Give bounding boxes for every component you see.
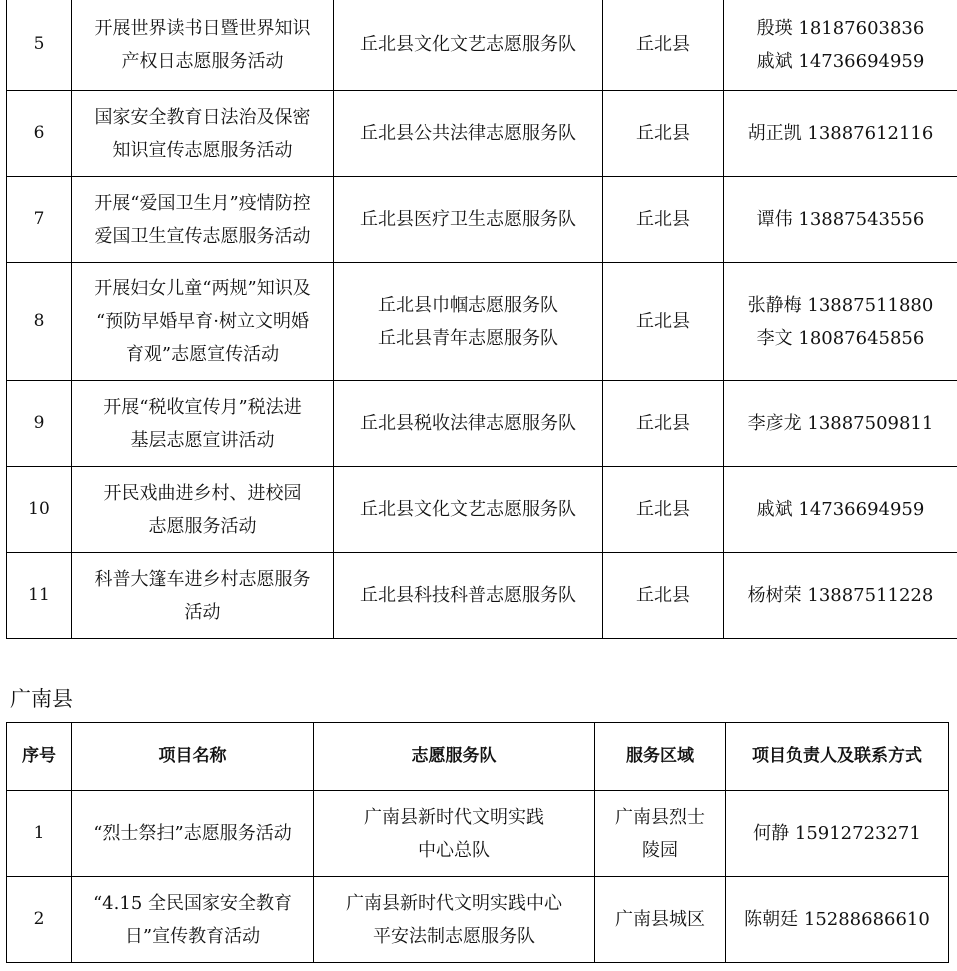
table-row xyxy=(7,381,957,467)
row-number: 9 xyxy=(7,381,72,467)
volunteer-team-line: 丘北县文化文艺志愿服务队 xyxy=(360,34,576,55)
row-number: 11 xyxy=(7,553,72,639)
volunteer-team xyxy=(334,467,603,553)
service-area: 丘北县 xyxy=(603,263,724,381)
contact-person xyxy=(724,91,957,177)
service-area-line: 广南县城区 xyxy=(615,909,705,930)
guangnan-activity-table xyxy=(6,722,949,963)
project-name xyxy=(72,177,334,263)
project-name-line: 产权日志愿服务活动 xyxy=(121,50,284,72)
volunteer-team-line: 丘北县税收法律志愿服务队 xyxy=(360,413,576,434)
service-area: 丘北县 xyxy=(603,0,724,91)
contact-person-line: 胡正凯 13887612116 xyxy=(747,123,934,144)
contact-person xyxy=(724,263,957,381)
contact-person-line: 李彦龙 13887509811 xyxy=(747,413,934,434)
contact-person xyxy=(724,0,957,91)
project-name-line: 开展妇女儿童“两规”知识及 xyxy=(94,278,311,299)
table-row xyxy=(7,0,957,91)
project-name xyxy=(72,467,334,553)
contact-person xyxy=(724,177,957,263)
service-area-line: 广南县烈士 xyxy=(615,806,705,828)
project-name xyxy=(72,553,334,639)
volunteer-team xyxy=(334,263,603,381)
project-name-line: “预防早婚早育·树立文明婚 xyxy=(96,311,309,332)
guangnan-table-body xyxy=(7,791,949,963)
table-row xyxy=(7,263,957,381)
contact-person xyxy=(724,467,957,553)
header-project: 项目名称 xyxy=(72,723,314,791)
project-name xyxy=(72,877,314,963)
table-row xyxy=(7,791,949,877)
project-name-line: 活动 xyxy=(184,601,221,623)
row-number: 5 xyxy=(7,0,72,91)
table-row xyxy=(7,553,957,639)
project-name-line: “4.15 全民国家安全教育 xyxy=(92,892,292,914)
header-area: 服务区域 xyxy=(595,723,726,791)
contact-person-line: 谭伟 13887543556 xyxy=(756,209,925,230)
project-name-line: 开展“爱国卫生月”疫情防控 xyxy=(94,192,311,214)
row-number: 6 xyxy=(7,91,72,177)
service-area: 丘北县 xyxy=(603,177,724,263)
volunteer-team xyxy=(334,381,603,467)
volunteer-team-line: 丘北县公共法律志愿服务队 xyxy=(360,123,576,144)
project-name xyxy=(72,791,314,877)
project-name-line: 基层志愿宣讲活动 xyxy=(130,429,275,451)
project-name-line: 科普大篷车进乡村志愿服务 xyxy=(94,568,311,590)
service-area: 丘北县 xyxy=(603,553,724,639)
project-name xyxy=(72,381,334,467)
volunteer-team-line: 广南县新时代文明实践 xyxy=(364,806,544,828)
project-name-line: 知识宣传志愿服务活动 xyxy=(112,139,293,161)
contact-person xyxy=(726,877,949,963)
project-name-line: 国家安全教育日法治及保密 xyxy=(94,106,311,128)
project-name-line: 志愿服务活动 xyxy=(148,515,257,537)
volunteer-team-line: 丘北县文化文艺志愿服务队 xyxy=(360,499,576,520)
volunteer-team xyxy=(334,553,603,639)
volunteer-team-line: 中心总队 xyxy=(418,839,490,861)
project-name xyxy=(72,263,334,381)
table-header-row xyxy=(7,723,949,791)
contact-person-line: 戚斌 14736694959 xyxy=(756,499,925,520)
project-name-line: 爱国卫生宣传志愿服务活动 xyxy=(94,225,311,247)
volunteer-team xyxy=(334,91,603,177)
row-number: 7 xyxy=(7,177,72,263)
table-row xyxy=(7,91,957,177)
header-team: 志愿服务队 xyxy=(314,723,595,791)
project-name xyxy=(72,91,334,177)
service-area: 丘北县 xyxy=(603,381,724,467)
project-name-line: 日”宣传教育活动 xyxy=(124,925,261,947)
service-area: 丘北县 xyxy=(603,467,724,553)
volunteer-team-line: 广南县新时代文明实践中心 xyxy=(346,892,562,914)
table-row xyxy=(7,877,949,963)
qiubei-table-body xyxy=(7,0,957,639)
row-number: 10 xyxy=(7,467,72,553)
volunteer-team-line: 丘北县巾帼志愿服务队 xyxy=(378,294,558,316)
contact-person-line: 殷瑛 18187603836 xyxy=(756,17,925,39)
row-number: 8 xyxy=(7,263,72,381)
project-name-line: 育观”志愿宣传活动 xyxy=(125,344,280,365)
service-area xyxy=(595,791,726,877)
project-name-line: 开展“税收宣传月”税法进 xyxy=(103,396,302,418)
volunteer-team xyxy=(334,177,603,263)
contact-person xyxy=(724,381,957,467)
service-area xyxy=(595,877,726,963)
table-row xyxy=(7,467,957,553)
contact-person-line: 李文 18087645856 xyxy=(756,327,925,349)
table-row xyxy=(7,177,957,263)
volunteer-team-line: 平安法制志愿服务队 xyxy=(373,925,535,947)
project-name-line: 开展世界读书日暨世界知识 xyxy=(94,17,311,39)
volunteer-team xyxy=(314,877,595,963)
section-title-guangnan: 广南县 xyxy=(10,687,73,711)
project-name-line: “烈士祭扫”志愿服务活动 xyxy=(93,823,292,844)
volunteer-team-line: 丘北县科技科普志愿服务队 xyxy=(360,585,576,606)
service-area: 丘北县 xyxy=(603,91,724,177)
volunteer-team-line: 丘北县青年志愿服务队 xyxy=(378,327,558,349)
qiubei-activity-table xyxy=(6,0,957,639)
header-contact: 项目负责人及联系方式 xyxy=(726,723,949,791)
row-number: 2 xyxy=(7,877,72,963)
project-name-line: 开民戏曲进乡村、进校园 xyxy=(103,482,302,504)
contact-person-line: 杨树荣 13887511228 xyxy=(747,585,934,606)
header-no: 序号 xyxy=(7,723,72,791)
row-number: 1 xyxy=(7,791,72,877)
contact-person xyxy=(726,791,949,877)
project-name xyxy=(72,0,334,91)
volunteer-team xyxy=(334,0,603,91)
contact-person-line: 张静梅 13887511880 xyxy=(747,294,934,316)
contact-person-line: 戚斌 14736694959 xyxy=(756,50,925,72)
service-area-line: 陵园 xyxy=(642,839,678,861)
contact-person-line: 陈朝廷 15288686610 xyxy=(744,909,930,930)
contact-person xyxy=(724,553,957,639)
volunteer-team xyxy=(314,791,595,877)
contact-person-line: 何静 15912723271 xyxy=(753,823,921,844)
volunteer-team-line: 丘北县医疗卫生志愿服务队 xyxy=(360,209,576,230)
